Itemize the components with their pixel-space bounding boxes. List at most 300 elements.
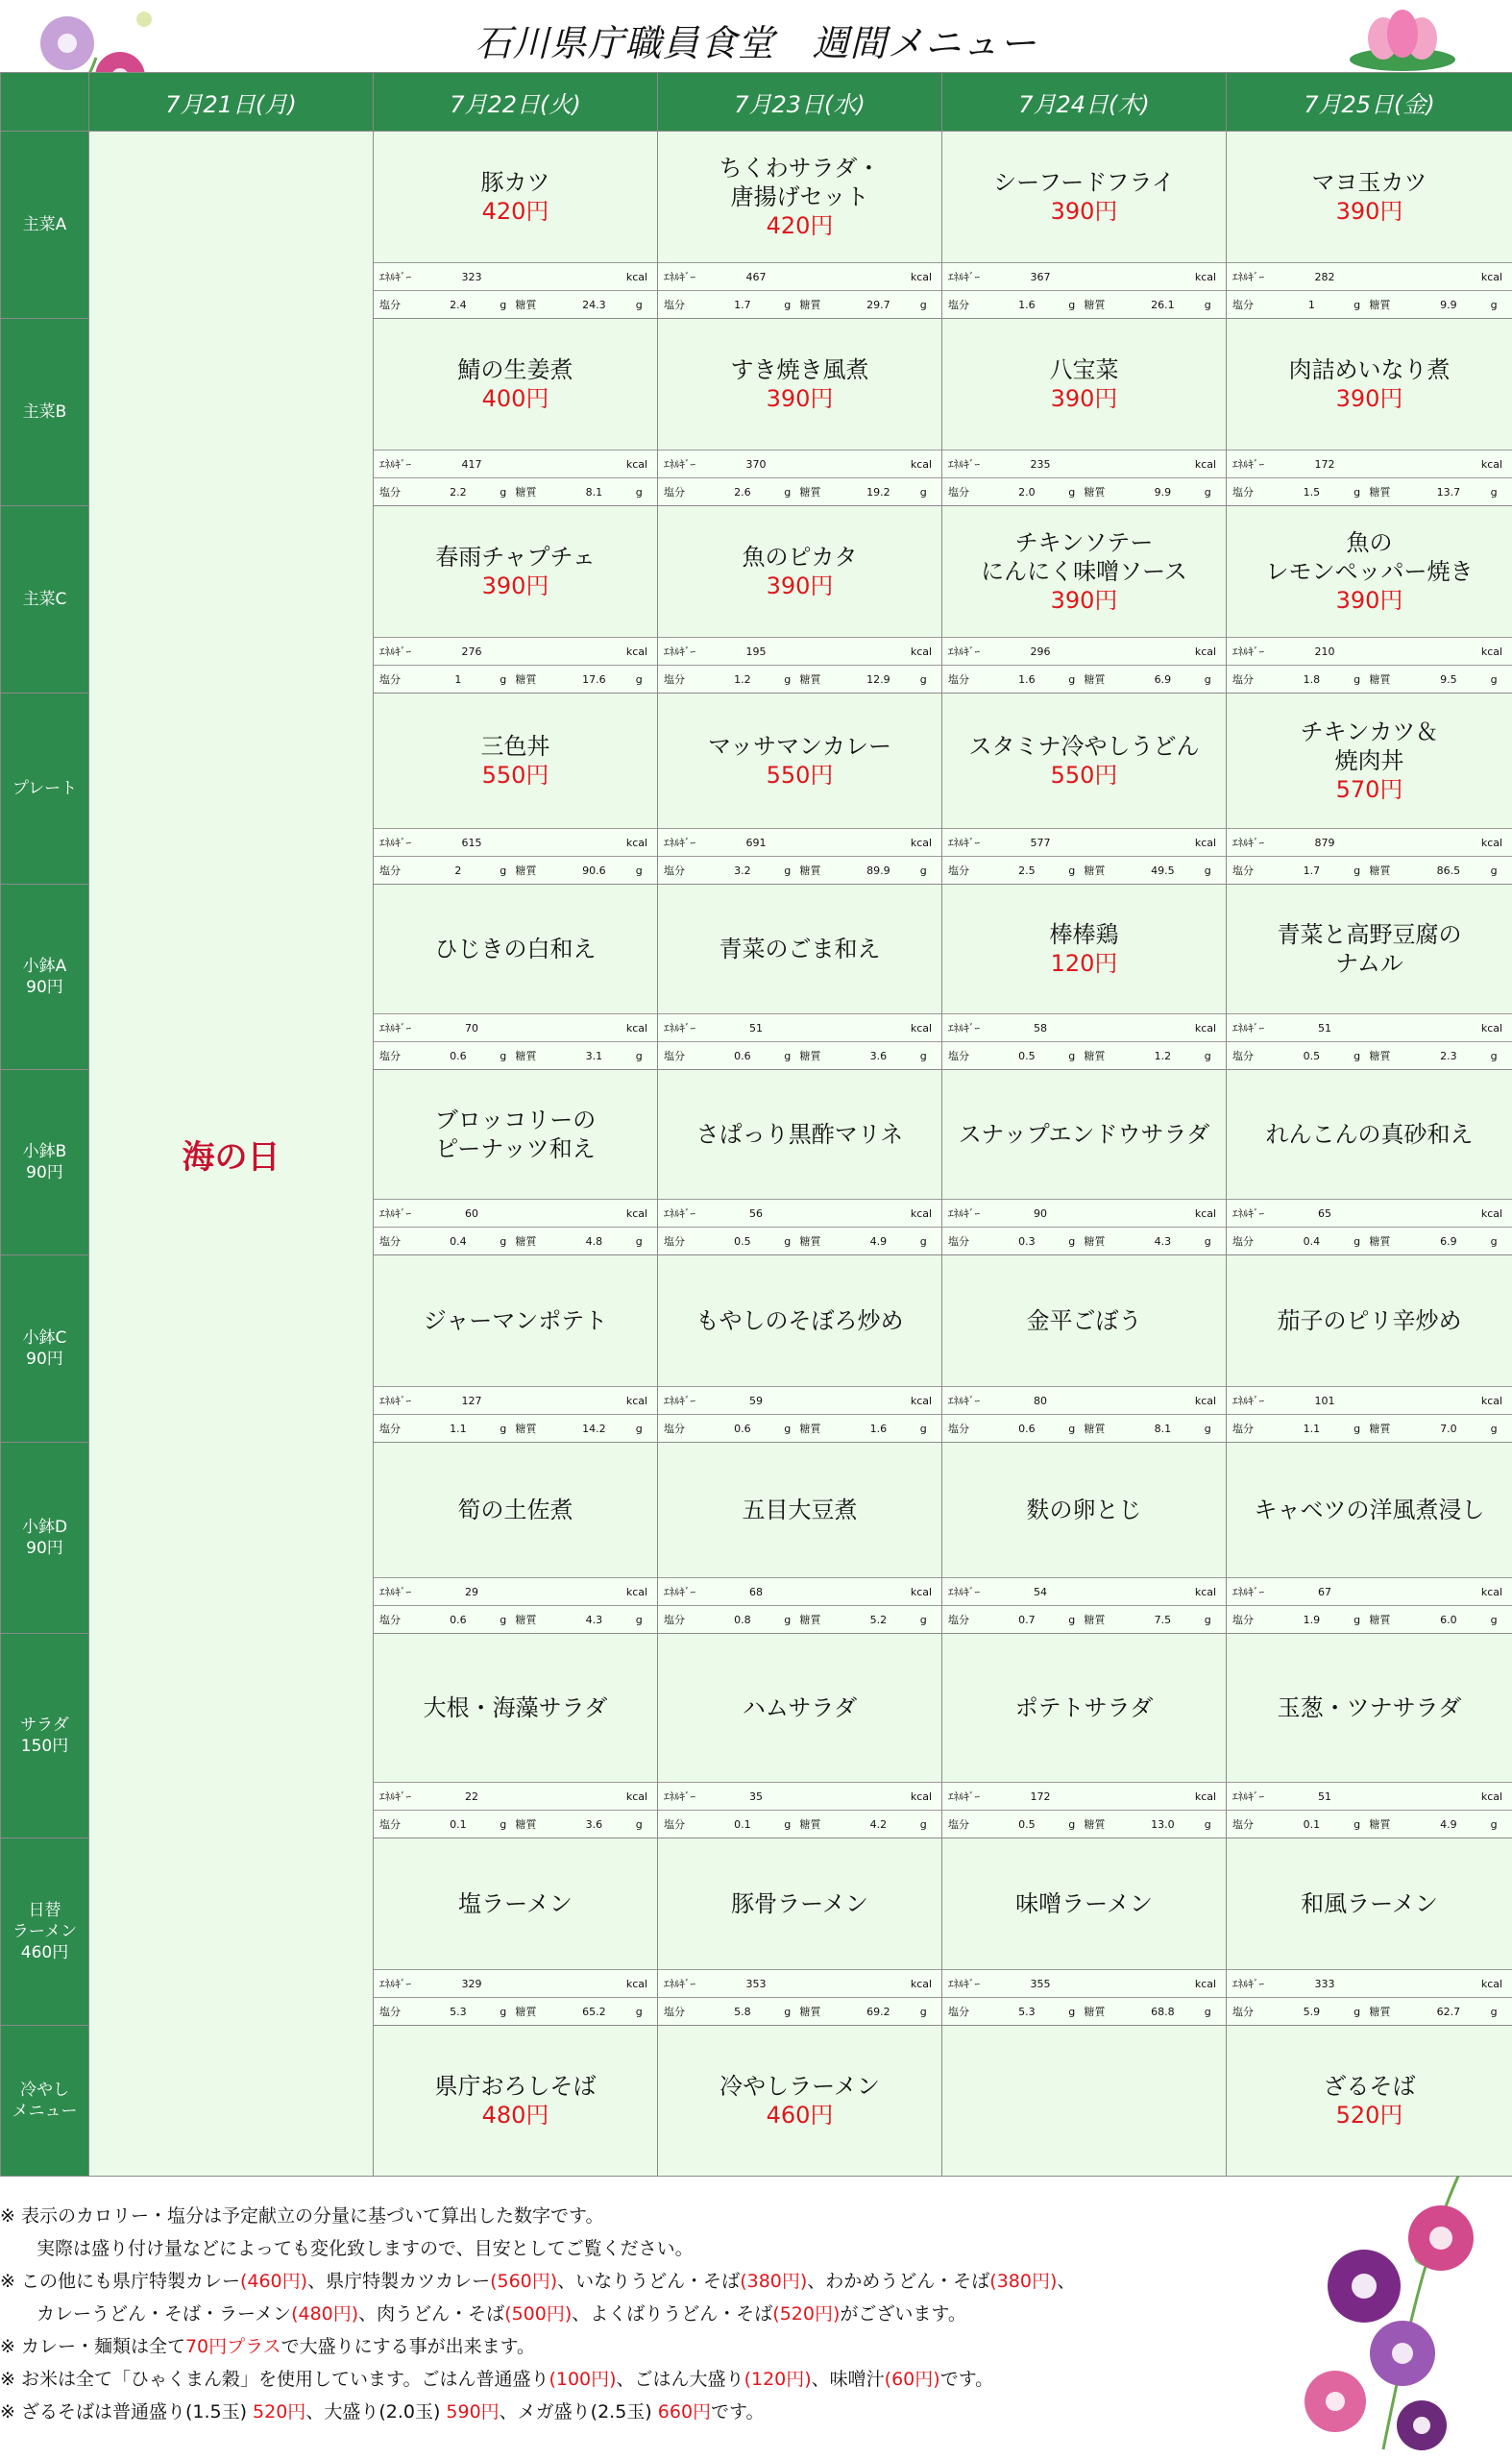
note-line (0, 2396, 1249, 2428)
dish-price: 390円 (1050, 198, 1118, 225)
dish-line: スナップエンドウサラダ (958, 1121, 1210, 1148)
sugar-unit: g (919, 485, 927, 499)
salt-label: 塩分 (1232, 1050, 1254, 1062)
note-text: で大盛りにする事が出来ます。 (280, 2336, 536, 2357)
note-price: (100円) (549, 2369, 617, 2390)
kcal-unit: kcal (1194, 645, 1217, 658)
sugar-unit: g (1204, 485, 1211, 499)
sugar-label: 糖質 (1084, 1818, 1106, 1831)
salt-sugar-line (374, 1041, 657, 1069)
footnotes (0, 2200, 1249, 2428)
menu-cell-content (374, 1070, 657, 1254)
salt-sugar-line (942, 856, 1226, 884)
salt-label: 塩分 (379, 864, 401, 877)
kcal-unit: kcal (1480, 645, 1503, 658)
energy-label: ｴﾈﾙｷﾞｰ (1232, 1207, 1264, 1220)
kcal-unit: kcal (1194, 1206, 1217, 1220)
menu-row (1, 132, 1512, 319)
dish-name (374, 319, 657, 450)
salt-sugar-line (658, 1414, 941, 1442)
salt-sugar-line (942, 290, 1226, 318)
energy-label: ｴﾈﾙｷﾞｰ (948, 1790, 980, 1803)
salt-label: 塩分 (1232, 299, 1254, 311)
energy-line (658, 1013, 941, 1041)
menu-cell (658, 1634, 942, 1838)
energy-label: ｴﾈﾙｷﾞｰ (379, 1395, 411, 1407)
menu-cell (658, 1070, 942, 1255)
dish-name (658, 694, 941, 828)
note-text: 、県庁特製カツカレー (307, 2271, 491, 2292)
kcal-unit: kcal (910, 836, 933, 849)
sugar-label: 糖質 (1084, 1614, 1106, 1626)
energy-value: 329 (461, 1977, 482, 1990)
energy-label: ｴﾈﾙｷﾞｰ (948, 458, 980, 471)
energy-line (374, 828, 657, 856)
dish-name (1227, 319, 1512, 450)
dish-price: 550円 (481, 762, 549, 789)
salt-label: 塩分 (948, 1235, 969, 1248)
menu-cell-content (1227, 694, 1512, 884)
kcal-unit: kcal (625, 1789, 648, 1803)
energy-line (374, 1199, 657, 1227)
kcal-unit: kcal (1480, 1585, 1503, 1598)
salt-sugar-line (942, 477, 1226, 505)
energy-value: 276 (461, 645, 482, 658)
menu-cell (1227, 132, 1512, 319)
menu-cell-content (1227, 1255, 1512, 1442)
energy-label: ｴﾈﾙｷﾞｰ (1232, 458, 1264, 471)
dish-line: 豚骨ラーメン (731, 1890, 868, 1917)
energy-value: 22 (465, 1789, 478, 1803)
dish-name (942, 1443, 1226, 1577)
energy-value: 172 (1314, 457, 1335, 471)
dish-line: 唐揚げセット (730, 183, 869, 210)
sugar-value: 4.3 (585, 1613, 603, 1626)
menu-cell (1227, 319, 1512, 506)
sugar-label: 糖質 (799, 864, 821, 877)
dish-line: れんこんの真砂和え (1265, 1121, 1474, 1148)
dish-line: 三色丼 (480, 733, 550, 760)
dish-line: 豚カツ (480, 169, 550, 196)
salt-unit: g (500, 1049, 507, 1062)
salt-value: 0.4 (450, 1234, 467, 1248)
dish-name (942, 319, 1226, 450)
menu-cell (942, 1070, 1227, 1255)
dish-name (658, 132, 941, 262)
salt-unit: g (1353, 298, 1361, 311)
salt-value: 0.3 (1018, 1234, 1036, 1248)
dish-line: 大根・海藻サラダ (423, 1694, 608, 1721)
page-title: 石川県庁職員食堂 週間メニュー (475, 22, 1037, 64)
menu-cell (658, 132, 942, 319)
dish-price: 390円 (1335, 385, 1403, 412)
day-header: 7月23日(水) (658, 73, 942, 132)
energy-line (374, 1969, 657, 1997)
salt-sugar-line (1227, 1997, 1512, 2025)
sugar-value: 7.0 (1440, 1422, 1457, 1435)
energy-value: 691 (745, 836, 767, 849)
energy-label: ｴﾈﾙｷﾞｰ (664, 645, 695, 658)
dish-price: 570円 (1335, 776, 1403, 803)
row-label: 小鉢C 90円 (1, 1255, 89, 1443)
energy-line (658, 1969, 941, 1997)
salt-sugar-line (658, 290, 941, 318)
dish-line: レモンペッパー焼き (1265, 558, 1474, 585)
sugar-value: 24.3 (582, 298, 606, 311)
sugar-label: 糖質 (799, 486, 821, 499)
salt-value: 1.7 (1303, 864, 1321, 877)
dish-name (374, 132, 657, 262)
menu-cell (1227, 1838, 1512, 2026)
menu-cell (942, 132, 1227, 319)
note-text: ※ お米は全て「ひゃくまん穀」を使用しています。ごはん普通盛り (0, 2369, 549, 2390)
kcal-unit: kcal (1480, 1977, 1503, 1990)
menu-cell (942, 1443, 1227, 1634)
sugar-value: 9.9 (1154, 485, 1172, 499)
energy-value: 59 (749, 1394, 763, 1407)
dish-line: すき焼き風煮 (730, 356, 869, 383)
energy-line (1227, 828, 1512, 856)
energy-line (658, 262, 941, 290)
dish-price: 400円 (481, 385, 549, 412)
energy-label: ｴﾈﾙｷﾞｰ (664, 1207, 695, 1220)
menu-cell-content (658, 885, 941, 1069)
energy-label: ｴﾈﾙｷﾞｰ (948, 1022, 980, 1035)
sugar-unit: g (635, 1234, 643, 1248)
menu-cell (374, 1070, 658, 1255)
sugar-value: 26.1 (1151, 298, 1175, 311)
dish-price: 390円 (481, 572, 549, 599)
energy-value: 29 (465, 1585, 478, 1598)
energy-value: 879 (1314, 836, 1335, 849)
sugar-value: 17.6 (582, 672, 606, 686)
salt-unit: g (784, 1817, 792, 1831)
sugar-value: 89.9 (866, 864, 890, 877)
dish-name (374, 1255, 657, 1386)
dish-line: ポテトサラダ (1014, 1694, 1154, 1721)
sugar-label: 糖質 (1369, 1050, 1391, 1062)
dish-name (658, 506, 941, 637)
salt-value: 1.1 (1303, 1422, 1321, 1435)
sugar-label: 糖質 (1084, 1050, 1106, 1062)
dish-name (942, 885, 1226, 1013)
salt-label: 塩分 (379, 299, 401, 311)
salt-sugar-line (1227, 290, 1512, 318)
dish-line: 玉葱・ツナサラダ (1277, 1694, 1462, 1721)
energy-value: 58 (1034, 1021, 1047, 1035)
dish-line: 味噌ラーメン (1015, 1890, 1153, 1917)
sugar-label: 糖質 (799, 673, 821, 686)
dish-name (1227, 694, 1512, 828)
energy-label: ｴﾈﾙｷﾞｰ (948, 837, 980, 849)
salt-value: 0.6 (1018, 1422, 1036, 1435)
sugar-unit: g (1490, 1613, 1498, 1626)
row-label: 冷やし メニュー (1, 2026, 89, 2177)
energy-line (374, 450, 657, 477)
note-text: 、いなりうどん・そば (557, 2271, 741, 2292)
sugar-unit: g (919, 672, 927, 686)
energy-value: 67 (1318, 1585, 1331, 1598)
dish-name (1227, 1838, 1512, 1969)
menu-cell-content (374, 132, 657, 318)
dish-price: 550円 (1050, 762, 1118, 789)
energy-label: ｴﾈﾙｷﾞｰ (379, 1790, 411, 1803)
salt-sugar-line (374, 856, 657, 884)
menu-cell-content (942, 1443, 1226, 1633)
note-text: 、ごはん大盛り (616, 2369, 744, 2390)
salt-label: 塩分 (948, 1614, 969, 1626)
energy-value: 353 (745, 1977, 767, 1990)
sugar-unit: g (635, 1049, 643, 1062)
sugar-label: 糖質 (1369, 1818, 1391, 1831)
note-text: 、大盛り(2.0玉) (305, 2401, 447, 2422)
sugar-value: 13.0 (1151, 1817, 1175, 1831)
kcal-unit: kcal (1194, 1585, 1217, 1598)
dish-line: キャベツの洋風煮浸し (1254, 1497, 1485, 1523)
energy-value: 51 (1318, 1021, 1331, 1035)
energy-value: 282 (1314, 270, 1335, 283)
menu-cell (1227, 506, 1512, 694)
kcal-unit: kcal (625, 645, 648, 658)
dish-name (1227, 1255, 1512, 1386)
menu-cell-content (658, 1443, 941, 1633)
salt-label: 塩分 (664, 1614, 685, 1626)
salt-value: 5.8 (734, 2005, 751, 2018)
energy-label: ｴﾈﾙｷﾞｰ (1232, 1978, 1264, 1990)
energy-line (658, 637, 941, 665)
salt-unit: g (784, 298, 792, 311)
salt-sugar-line (374, 665, 657, 693)
dish-line: 棒棒鶏 (1049, 921, 1119, 948)
sugar-unit: g (635, 485, 643, 499)
sugar-label: 糖質 (1369, 2006, 1391, 2018)
dish-name (1227, 1443, 1512, 1577)
energy-value: 172 (1030, 1789, 1051, 1803)
energy-label: ｴﾈﾙｷﾞｰ (1232, 1586, 1264, 1598)
sugar-unit: g (919, 2005, 927, 2018)
dish-line: 冷やしラーメン (719, 2073, 880, 2100)
note-text: 、よくばりうどん・そば (572, 2303, 773, 2325)
energy-label: ｴﾈﾙｷﾞｰ (664, 271, 695, 283)
menu-cell-content (942, 132, 1226, 318)
menu-cell (942, 2026, 1227, 2177)
menu-cell-content (658, 319, 941, 505)
sugar-unit: g (635, 2005, 643, 2018)
menu-cell (1227, 2026, 1512, 2177)
dish-price: 480円 (481, 2102, 549, 2129)
sugar-unit: g (635, 1817, 643, 1831)
salt-value: 1.6 (1018, 672, 1036, 686)
note-text: がございます。 (840, 2303, 966, 2325)
dish-name (942, 1838, 1226, 1969)
salt-label: 塩分 (948, 1423, 969, 1435)
sugar-value: 1.2 (1154, 1049, 1172, 1062)
kcal-unit: kcal (1480, 1021, 1503, 1035)
energy-label: ｴﾈﾙｷﾞｰ (379, 837, 411, 849)
kcal-unit: kcal (1480, 457, 1503, 471)
salt-unit: g (784, 2005, 792, 2018)
dish-price: 120円 (1050, 950, 1118, 977)
note-text: 、 (1057, 2271, 1076, 2292)
sugar-value: 4.3 (1154, 1234, 1172, 1248)
kcal-unit: kcal (1194, 1977, 1217, 1990)
energy-label: ｴﾈﾙｷﾞｰ (664, 1978, 695, 1990)
menu-cell (942, 319, 1227, 506)
energy-line (942, 828, 1226, 856)
salt-unit: g (1353, 485, 1361, 499)
energy-label: ｴﾈﾙｷﾞｰ (379, 1207, 411, 1220)
sugar-value: 69.2 (866, 2005, 890, 2018)
day-header: 7月24日(木) (942, 73, 1227, 132)
dish-line: さぱっり黒酢マリネ (695, 1121, 904, 1148)
menu-cell-content (942, 1255, 1226, 1442)
menu-cell-content (374, 1443, 657, 1633)
note-price: 590円 (446, 2401, 500, 2422)
salt-sugar-line (1227, 856, 1512, 884)
note-price: 660円 (657, 2401, 712, 2422)
salt-label: 塩分 (1232, 673, 1254, 686)
sugar-value: 6.9 (1154, 672, 1172, 686)
note-price: 70円プラス (184, 2336, 281, 2357)
energy-value: 54 (1034, 1585, 1047, 1598)
energy-label: ｴﾈﾙｷﾞｰ (948, 1207, 980, 1220)
dish-line: 青菜のごま和え (719, 936, 881, 962)
menu-cell-content (658, 506, 941, 693)
salt-sugar-line (658, 1605, 941, 1633)
energy-value: 70 (465, 1021, 478, 1035)
salt-label: 塩分 (664, 1235, 685, 1248)
salt-label: 塩分 (1232, 486, 1254, 499)
sugar-value: 1.6 (869, 1422, 888, 1435)
energy-value: 90 (1034, 1206, 1047, 1220)
salt-unit: g (1353, 672, 1361, 686)
salt-label: 塩分 (379, 1818, 401, 1831)
energy-value: 80 (1034, 1394, 1047, 1407)
salt-sugar-line (1227, 1810, 1512, 1838)
salt-value: 2 (454, 864, 462, 877)
salt-unit: g (1068, 1049, 1076, 1062)
dish-line: 県庁おろしそば (434, 2073, 597, 2100)
sugar-value: 13.7 (1436, 485, 1461, 499)
salt-unit: g (1353, 1422, 1361, 1435)
menu-cell-content (942, 1634, 1226, 1838)
sugar-label: 糖質 (515, 1050, 537, 1062)
menu-cell (658, 506, 942, 694)
salt-unit: g (1068, 864, 1076, 877)
salt-label: 塩分 (379, 2006, 401, 2018)
sugar-unit: g (1204, 672, 1211, 686)
menu-cell (658, 2026, 942, 2177)
dish-line: 茄子のピリ辛炒め (1277, 1307, 1462, 1334)
dish-line: 青菜と高野豆腐の (1277, 921, 1462, 948)
menu-cell (1227, 1443, 1512, 1634)
salt-label: 塩分 (379, 1235, 401, 1248)
menu-cell-content (658, 132, 941, 318)
row-label: 主菜C (1, 506, 89, 694)
note-text: カレーうどん・そば・ラーメン (0, 2303, 292, 2325)
sugar-value: 3.6 (585, 1817, 603, 1831)
kcal-unit: kcal (1480, 1394, 1503, 1407)
note-line (0, 2330, 1249, 2363)
salt-sugar-line (658, 1227, 941, 1254)
energy-line (942, 1199, 1226, 1227)
dish-line: ナムル (1335, 950, 1403, 977)
salt-label: 塩分 (379, 1050, 401, 1062)
energy-line (1227, 1199, 1512, 1227)
energy-label: ｴﾈﾙｷﾞｰ (379, 1978, 411, 1990)
salt-unit: g (1353, 2005, 1361, 2018)
energy-value: 467 (745, 270, 767, 283)
sugar-label: 糖質 (515, 1235, 537, 1248)
menu-cell-content (374, 319, 657, 505)
dish-price: 420円 (481, 198, 549, 225)
sugar-value: 2.3 (1440, 1049, 1457, 1062)
salt-value: 0.4 (1303, 1234, 1321, 1248)
menu-cell (1227, 885, 1512, 1070)
dish-name (658, 2026, 941, 2176)
dish-line: 八宝菜 (1049, 356, 1119, 383)
salt-value: 2.4 (450, 298, 467, 311)
dish-line: ひじきの白和え (434, 936, 597, 962)
sugar-value: 90.6 (582, 864, 606, 877)
energy-line (374, 1386, 657, 1414)
menu-cell-content (658, 1838, 941, 2025)
salt-value: 0.1 (450, 1817, 467, 1831)
dish-line: 麩の卵とじ (1026, 1497, 1142, 1523)
row-label: 主菜A (1, 132, 89, 319)
menu-cell (658, 1255, 942, 1443)
note-text: です。 (939, 2369, 994, 2390)
sugar-label: 糖質 (799, 1050, 821, 1062)
sugar-value: 65.2 (582, 2005, 606, 2018)
sugar-label: 糖質 (1084, 1423, 1106, 1435)
sugar-unit: g (1490, 485, 1498, 499)
note-price: (500円) (504, 2303, 573, 2325)
salt-sugar-line (942, 1227, 1226, 1254)
dish-line: マヨ玉カツ (1311, 169, 1427, 196)
sugar-unit: g (919, 1817, 927, 1831)
salt-value: 1 (454, 672, 462, 686)
salt-sugar-line (1227, 1041, 1512, 1069)
salt-unit: g (1353, 1817, 1361, 1831)
salt-value: 0.7 (1018, 1613, 1036, 1626)
salt-unit: g (1068, 1422, 1076, 1435)
sugar-value: 6.0 (1440, 1613, 1457, 1626)
note-line (0, 2363, 1249, 2396)
salt-label: 塩分 (664, 299, 685, 311)
day-header-row (1, 73, 1512, 132)
salt-sugar-line (374, 1227, 657, 1254)
kcal-unit: kcal (910, 1789, 933, 1803)
kcal-unit: kcal (1194, 836, 1217, 849)
menu-cell-content (1227, 1443, 1512, 1633)
menu-cell (374, 132, 658, 319)
energy-line (942, 1386, 1226, 1414)
dish-line: チキンカツ＆ (1300, 718, 1439, 745)
note-text: です。 (711, 2401, 765, 2422)
energy-line (1227, 1969, 1512, 1997)
kcal-unit: kcal (625, 270, 648, 283)
dish-name (374, 694, 657, 828)
salt-value: 1.9 (1303, 1613, 1321, 1626)
energy-line (942, 637, 1226, 665)
menu-cell-content (942, 1070, 1226, 1254)
sugar-label: 糖質 (1369, 673, 1391, 686)
salt-label: 塩分 (948, 299, 969, 311)
note-price: (460円) (239, 2271, 308, 2292)
row-label: 日替 ラーメン 460円 (1, 1838, 89, 2026)
salt-value: 1.1 (450, 1422, 467, 1435)
